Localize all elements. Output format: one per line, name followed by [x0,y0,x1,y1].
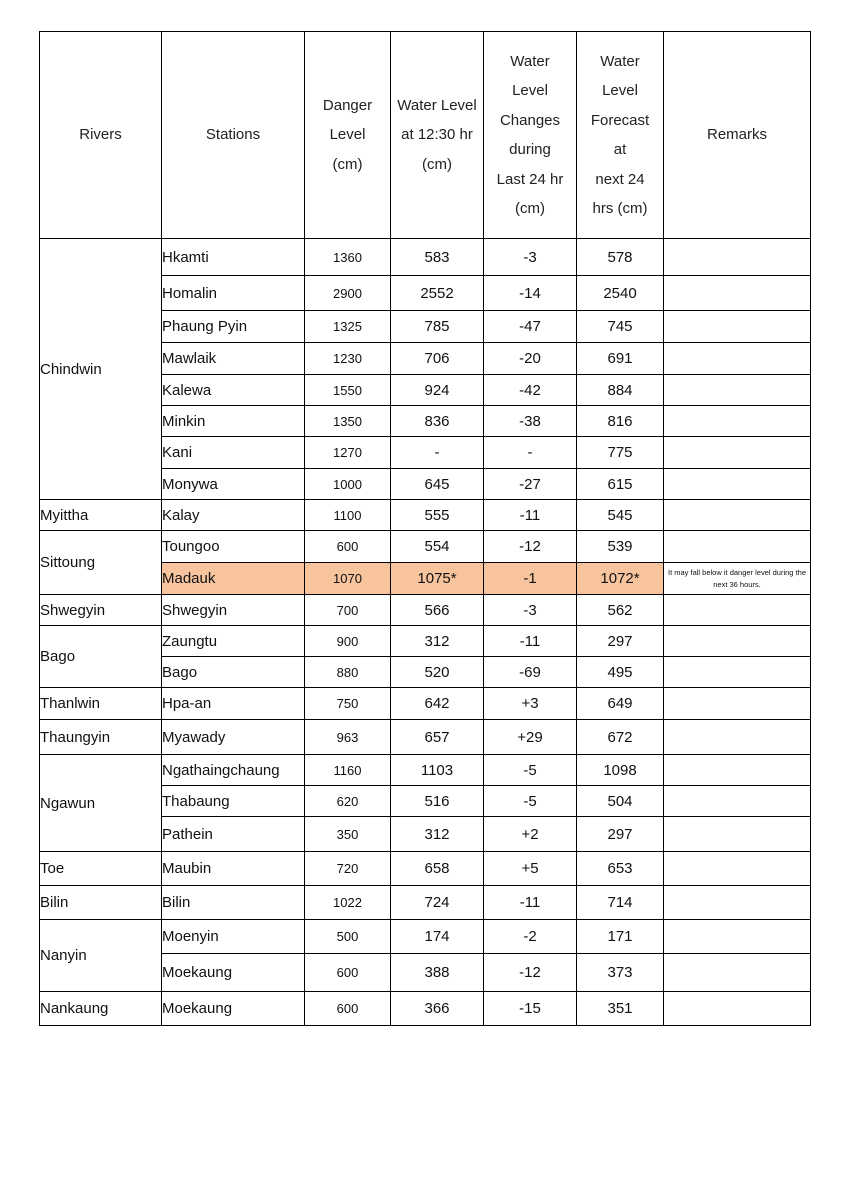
remarks-cell [664,786,811,817]
forecast-cell: 816 [577,406,664,437]
river-name-cell: Shwegyin [40,595,162,626]
danger-level-cell: 500 [305,920,391,954]
water-level-cell: 583 [391,239,484,276]
station-cell: Homalin [162,276,305,311]
danger-level-cell: 720 [305,852,391,886]
danger-level-cell: 1350 [305,406,391,437]
river-name-cell: Chindwin [40,239,162,500]
danger-level-cell: 1070 [305,563,391,595]
level-change-cell: -15 [484,992,577,1026]
danger-level-cell: 1550 [305,375,391,406]
forecast-cell: 578 [577,239,664,276]
remarks-cell [664,920,811,954]
danger-level-cell: 750 [305,688,391,720]
water-level-cell: 566 [391,595,484,626]
station-cell: Moekaung [162,992,305,1026]
danger-level-cell: 1022 [305,886,391,920]
forecast-cell: 672 [577,720,664,755]
river-name-cell: Myittha [40,500,162,531]
water-level-cell: 924 [391,375,484,406]
remarks-cell [664,311,811,343]
danger-level-cell: 2900 [305,276,391,311]
water-level-cell: 312 [391,817,484,852]
station-cell: Hpa-an [162,688,305,720]
level-change-cell: -27 [484,469,577,500]
table-row [40,920,811,954]
forecast-cell: 297 [577,626,664,657]
remarks-cell [664,688,811,720]
forecast-cell: 545 [577,500,664,531]
level-change-cell: -12 [484,531,577,563]
danger-level-cell: 963 [305,720,391,755]
remarks-cell [664,657,811,688]
station-cell: Toungoo [162,531,305,563]
river-name-cell: Toe [40,852,162,886]
danger-level-cell: 700 [305,595,391,626]
station-cell: Moekaung [162,954,305,992]
water-level-cell: 388 [391,954,484,992]
level-change-cell: -14 [484,276,577,311]
level-change-cell: -47 [484,311,577,343]
forecast-cell: 691 [577,343,664,375]
level-change-cell: -11 [484,500,577,531]
water-level-cell: 554 [391,531,484,563]
level-change-cell: -5 [484,755,577,786]
forecast-cell: 373 [577,954,664,992]
danger-level-cell: 620 [305,786,391,817]
river-name-cell: Sittoung [40,531,162,595]
header-stations-label: Stations [205,126,261,144]
station-cell: Thabaung [162,786,305,817]
header-rivers-label: Rivers [79,126,122,144]
header-line: Level [512,82,548,99]
table-row [40,720,811,755]
forecast-cell: 1072* [577,563,664,595]
water-level-cell: 724 [391,886,484,920]
station-cell: Maubin [162,852,305,886]
water-level-cell: 516 [391,786,484,817]
level-change-cell: -12 [484,954,577,992]
station-cell: Moenyin [162,920,305,954]
header-forecast [577,32,664,239]
level-change-cell: +5 [484,852,577,886]
station-cell: Madauk [162,563,305,595]
header-line: at 12:30 hr [401,126,473,144]
water-level-cell: - [391,437,484,469]
header-line: hrs (cm) [592,200,648,217]
station-cell: Hkamti [162,239,305,276]
station-cell: Phaung Pyin [162,311,305,343]
remarks-cell [664,276,811,311]
level-change-cell: -2 [484,920,577,954]
header-line: Level [329,126,366,144]
water-level-cell: 836 [391,406,484,437]
remarks-cell [664,886,811,920]
danger-level-cell: 1000 [305,469,391,500]
level-change-cell: -11 [484,886,577,920]
forecast-cell: 351 [577,992,664,1026]
remarks-cell [664,755,811,786]
level-change-cell: -11 [484,626,577,657]
table-body [40,239,811,1026]
remarks-cell [664,500,811,531]
remarks-cell [664,720,811,755]
forecast-cell: 653 [577,852,664,886]
forecast-cell: 615 [577,469,664,500]
station-cell: Ngathaingchaung [162,755,305,786]
forecast-cell: 2540 [577,276,664,311]
river-name-cell: Nankaung [40,992,162,1026]
water-level-cell: 174 [391,920,484,954]
header-danger-level [305,32,391,239]
header-line: Water Level [397,96,477,114]
station-cell: Minkin [162,406,305,437]
water-level-cell: 658 [391,852,484,886]
level-change-cell: +3 [484,688,577,720]
water-level-cell: 706 [391,343,484,375]
table-row [40,852,811,886]
table-row [40,886,811,920]
level-change-cell: -3 [484,595,577,626]
water-level-cell: 645 [391,469,484,500]
remarks-cell [664,852,811,886]
remarks-cell [664,531,811,563]
river-name-cell: Bilin [40,886,162,920]
river-name-cell: Nanyin [40,920,162,992]
forecast-cell: 884 [577,375,664,406]
level-change-cell: -38 [484,406,577,437]
danger-level-cell: 350 [305,817,391,852]
level-change-cell: -3 [484,239,577,276]
level-change-cell: -69 [484,657,577,688]
header-line: Water [600,52,640,70]
danger-level-cell: 880 [305,657,391,688]
water-level-table [39,31,811,1026]
table-row [40,531,811,563]
table-row [40,595,811,626]
water-level-cell: 312 [391,626,484,657]
river-name-cell: Ngawun [40,755,162,852]
water-level-cell: 366 [391,992,484,1026]
header-line: next 24 [595,170,645,188]
remarks-cell: It may fall below it danger level during the next 36 hours. [664,563,811,595]
water-level-cell: 1075* [391,563,484,595]
water-level-cell: 642 [391,688,484,720]
forecast-cell: 714 [577,886,664,920]
header-level-changes [484,32,577,239]
water-level-cell: 2552 [391,276,484,311]
header-remarks-label: Remarks [706,126,767,144]
remarks-cell [664,406,811,437]
header-remarks [664,32,811,239]
remarks-cell [664,626,811,657]
forecast-cell: 1098 [577,755,664,786]
station-cell: Pathein [162,817,305,852]
remarks-cell [664,343,811,375]
level-change-cell: -20 [484,343,577,375]
water-level-cell: 520 [391,657,484,688]
danger-level-cell: 1100 [305,500,391,531]
station-cell: Monywa [162,469,305,500]
water-level-cell: 1103 [391,755,484,786]
table-row [40,755,811,786]
danger-level-cell: 600 [305,531,391,563]
station-cell: Bago [162,657,305,688]
remarks-cell [664,469,811,500]
river-name-cell: Thaungyin [40,720,162,755]
danger-level-cell: 1160 [305,755,391,786]
forecast-cell: 775 [577,437,664,469]
table-row [40,688,811,720]
forecast-cell: 297 [577,817,664,852]
header-line: Changes [499,111,561,129]
forecast-cell: 745 [577,311,664,343]
remarks-cell [664,954,811,992]
header-line: Water [510,52,550,70]
danger-level-cell: 1270 [305,437,391,469]
danger-level-cell: 900 [305,626,391,657]
water-level-cell: 555 [391,500,484,531]
river-name-cell: Bago [40,626,162,688]
header-line: at [613,141,627,158]
station-cell: Kalewa [162,375,305,406]
station-cell: Shwegyin [162,595,305,626]
level-change-cell: -1 [484,563,577,595]
header-line: (cm) [515,200,545,217]
station-cell: Kalay [162,500,305,531]
table-row [40,626,811,657]
remarks-cell [664,375,811,406]
water-level-cell: 785 [391,311,484,343]
header-line: (cm) [332,155,363,173]
header-row [40,32,811,239]
danger-level-cell: 600 [305,954,391,992]
remarks-cell [664,239,811,276]
station-cell: Mawlaik [162,343,305,375]
forecast-cell: 504 [577,786,664,817]
forecast-cell: 171 [577,920,664,954]
forecast-cell: 539 [577,531,664,563]
remarks-cell [664,817,811,852]
remarks-cell [664,437,811,469]
station-cell: Bilin [162,886,305,920]
forecast-cell: 649 [577,688,664,720]
table-row [40,239,811,276]
header-water-level [391,32,484,239]
station-cell: Myawady [162,720,305,755]
danger-level-cell: 1325 [305,311,391,343]
water-level-cell: 657 [391,720,484,755]
level-change-cell: - [484,437,577,469]
river-name-cell: Thanlwin [40,688,162,720]
header-line: Last 24 hr [496,170,564,188]
header-rivers [40,32,162,239]
station-cell: Kani [162,437,305,469]
station-cell: Zaungtu [162,626,305,657]
remarks-cell [664,595,811,626]
header-line: during [509,141,551,158]
level-change-cell: -42 [484,375,577,406]
level-change-cell: +2 [484,817,577,852]
forecast-cell: 562 [577,595,664,626]
header-stations [162,32,305,239]
remarks-cell [664,992,811,1026]
header-line: (cm) [422,155,452,173]
danger-level-cell: 1360 [305,239,391,276]
header-line: Forecast [590,111,650,129]
level-change-cell: -5 [484,786,577,817]
table-row [40,500,811,531]
level-change-cell: +29 [484,720,577,755]
header-line: Level [602,82,638,99]
forecast-cell: 495 [577,657,664,688]
table-row [40,992,811,1026]
header-line: Danger [322,96,373,114]
danger-level-cell: 1230 [305,343,391,375]
danger-level-cell: 600 [305,992,391,1026]
